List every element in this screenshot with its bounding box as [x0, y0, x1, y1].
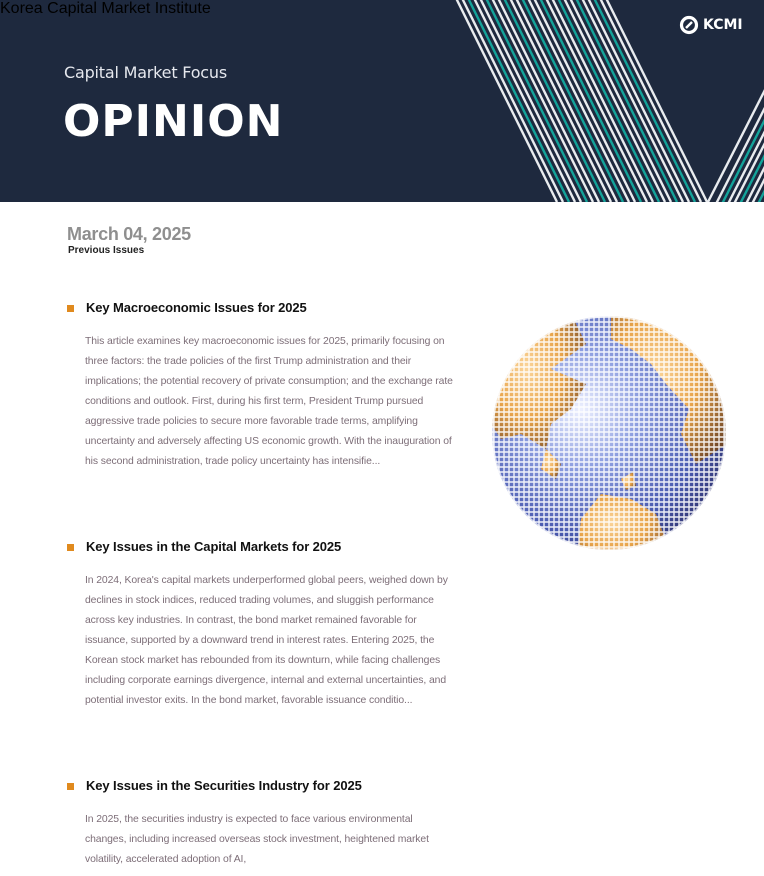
square-bullet-icon — [67, 544, 74, 551]
article-summary: This article examines key macroeconomic issues for 2025, primarily focusing on three factors: the trade policies of the first Trump administration and their implications; the potential recovery of private consumption; and the exchange rate conditions and outlook. First, during his first term, President Trump pursued aggressive trade policies to secure more favorable trade terms, amplifying uncertainty and adversely affecting US economic growth. With the inauguration of his second administration, trade policy uncertainty has intensifie... — [85, 336, 453, 467]
logo-wordmark: KCMI — [703, 17, 743, 33]
kcmi-logo-mark-icon — [679, 15, 699, 35]
article-title-link[interactable]: Key Issues in the Capital Markets for 2025 — [86, 539, 342, 554]
pixel-globe-icon — [491, 314, 727, 552]
article-item — [67, 778, 457, 870]
page-title: OPINION — [63, 96, 284, 147]
header-banner — [0, 0, 764, 202]
article-title-link[interactable]: Key Macroeconomic Issues for 2025 — [86, 300, 307, 315]
previous-issues-link[interactable]: Previous Issues — [68, 245, 145, 256]
article-summary: In 2025, the securities industry is expected to face various environmental changes, including increased overseas stock investment, heightened market volatility, accelerated adoption of AI, — [85, 814, 429, 865]
square-bullet-icon — [67, 783, 74, 790]
kcmi-logo[interactable] — [679, 15, 743, 35]
logo-tagline: Korea Capital Market Institute — [0, 0, 211, 17]
article-item — [67, 539, 457, 711]
article-title-link[interactable]: Key Issues in the Securities Industry for 2025 — [86, 778, 362, 793]
square-bullet-icon — [67, 305, 74, 312]
publication-subtitle: Capital Market Focus — [64, 63, 227, 82]
issue-date: March 04, 2025 — [67, 224, 191, 244]
article-summary: In 2024, Korea's capital markets underperformed global peers, weighed down by declines in stock indices, reduced trading volumes, and sluggish performance across key industries. In contrast, the bond market remained favorable for issuance, supported by a downward trend in interest rates. Entering 2025, the Korean stock market has rebounded from its downturn, while facing challenges including corporate earnings divergence, internal and external uncertainties, and potential investor exits. In the bond market, favorable issuance conditio... — [85, 575, 448, 706]
article-item — [67, 300, 457, 472]
